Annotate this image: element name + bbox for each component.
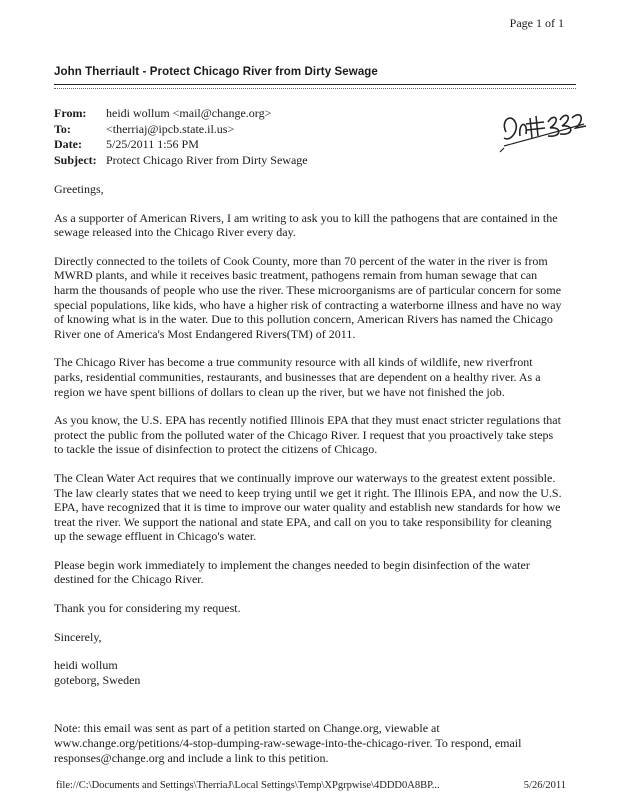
email-body (54, 182, 564, 779)
to-row (54, 122, 308, 138)
paragraph-5: The Clean Water Act requires that we continually improve our waterways to the greatest extent possible. The law clearly states that we need to keep trying until we get it right. The Illinois EPA, and now the U.S. EPA, have recognized that it is time to improve our water quality and establish new standards for how we treat the river. We support the national and state EPA, and call on you to take responsibility for cleaning up the sewage effluent in Chicago's water. (54, 470, 562, 544)
to-label: To: (54, 121, 71, 136)
print-footer (56, 780, 566, 791)
paragraph-2: Directly connected to the toilets of Cook County, more than 70 percent of the water in the river is from MWRD plants, and while it receives basic treatment, pathogens remain from human sewage that can harm the thousands of people who use the river. These microorganisms are of particular concern for some special populations, like kids, who have a higher risk of contracting a waterborne illness and have no way of knowing what is in the water. Due to this pollution concern, American Rivers has named the Chicago River one of America's Most Endangered Rivers(TM) of 2011. (54, 253, 562, 341)
subject-row (54, 153, 308, 169)
petition-note: Note: this email was sent as part of a petition started on Change.org, viewable at www.change.org/petitions/4-stop-dumping-raw-sewage-into-the-chicago-river. To respond, email responses@change.org and include a link to this petition. (54, 721, 522, 765)
page-number: Page 1 of 1 (509, 16, 564, 30)
paragraph-1: As a supporter of American Rivers, I am writing to ask you to kill the pathogens that are contained in the sewage released into the Chicago River every day. (54, 210, 558, 240)
date-row (54, 137, 308, 153)
from-label: From: (54, 106, 87, 120)
greeting: Greetings, (54, 182, 104, 196)
email-headers (54, 106, 308, 168)
document-title: John Therriault - Protect Chicago River from Dirty Sewage (54, 66, 378, 78)
subject-value: Protect Chicago River from Dirty Sewage (106, 152, 308, 167)
footer-path: file://C:\Documents and Settings\TherriaJ\Local Settings\Temp\XPgrpwise\4DDD0A8BP... (56, 780, 440, 791)
sender-name: heidi wollum (54, 658, 118, 673)
paragraph-4: As you know, the U.S. EPA has recently notified Illinois EPA that they must enact stricter regulations that protect the public from the polluted water of the Chicago River. I request that you proactively take steps to tackle the issue of disinfection to protect the citizens of Chicago. (54, 413, 561, 457)
handwritten-stamp (496, 102, 588, 164)
sender-location: goteborg, Sweden (54, 672, 141, 687)
paragraph-6: Please begin work immediately to implement the changes needed to begin disinfection of the water destined for the Chicago River. (54, 557, 530, 587)
paragraph-7: Thank you for considering my request. (54, 601, 241, 616)
date-value: 5/25/2011 1:56 PM (106, 137, 199, 151)
from-row (54, 106, 308, 122)
title-rule-dotted (54, 88, 576, 89)
from-value: heidi wollum <mail@change.org> (106, 106, 272, 120)
paragraph-3: The Chicago River has become a true community resource with all kinds of wildlife, new riverfront parks, residential communities, restaurants, and businesses that are dependent on a healthy river. As a region we have spent billions of dollars to clean up the river, but we have not finished the job. (54, 355, 541, 399)
date-label: Date: (54, 137, 82, 151)
footer-date: 5/26/2011 (523, 780, 566, 791)
signature-block (54, 630, 564, 688)
closing: Sincerely, (54, 629, 102, 644)
to-value: <therriaj@ipcb.state.il.us> (106, 121, 235, 136)
subject-label: Subject: (54, 152, 97, 167)
title-rule (54, 84, 576, 85)
